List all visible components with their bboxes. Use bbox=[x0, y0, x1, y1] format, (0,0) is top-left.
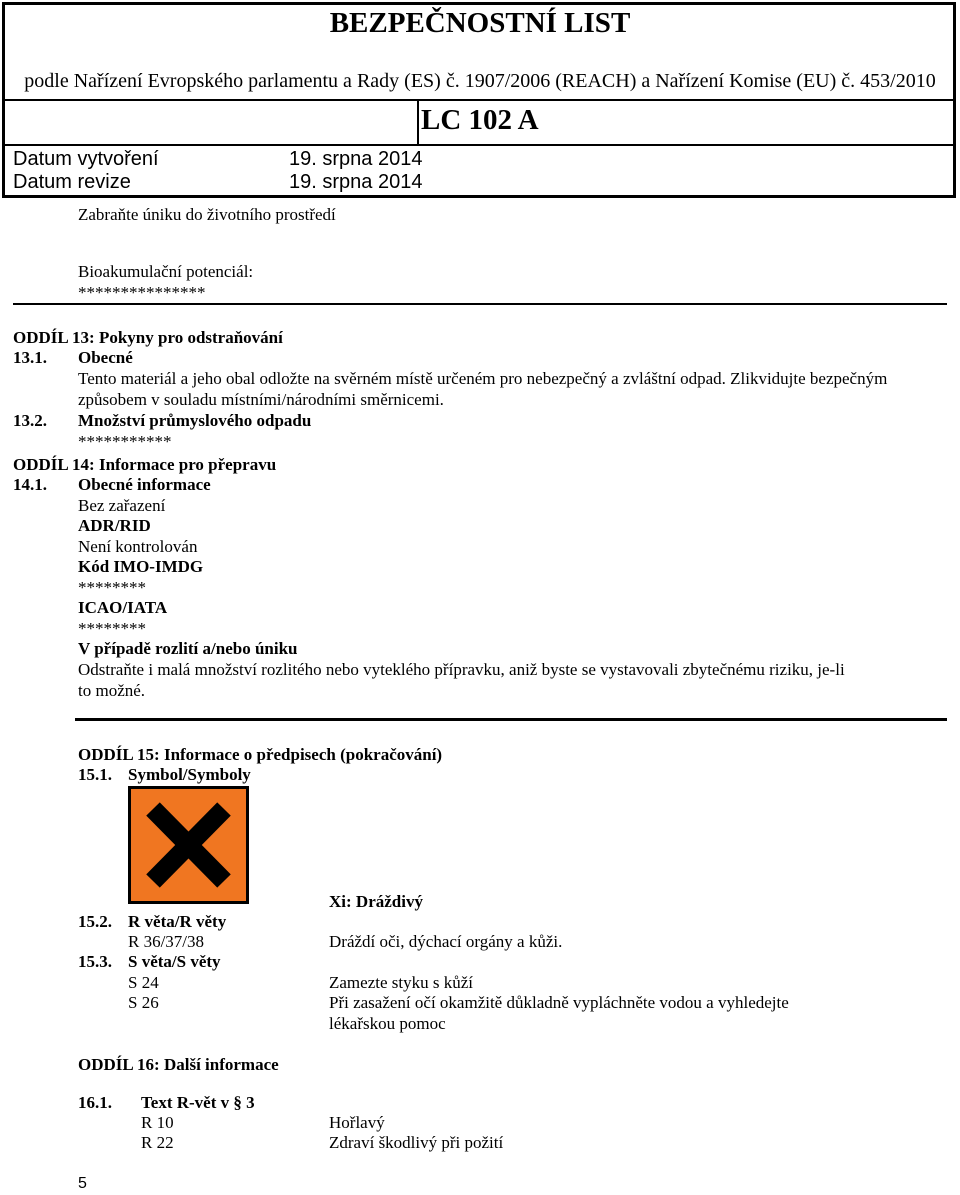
environment-note: Zabraňte úniku do životního prostředí bbox=[78, 205, 336, 224]
section-15-heading: ODDÍL 15: Informace o předpisech (pokračování) bbox=[78, 745, 443, 764]
subsection-number: 15.1. bbox=[78, 765, 112, 784]
r-phrase-code: R 36/37/38 bbox=[128, 932, 205, 951]
page-number: 5 bbox=[78, 1175, 87, 1192]
revision-date-value: 19. srpna 2014 bbox=[289, 171, 423, 193]
section-16-heading: ODDÍL 16: Další informace bbox=[78, 1055, 279, 1074]
subsection-title: R věta/R věty bbox=[128, 912, 227, 931]
s-phrase-text: lékařskou pomoc bbox=[329, 1014, 446, 1033]
r-phrase-code: R 10 bbox=[141, 1113, 174, 1132]
adr-label: ADR/RID bbox=[78, 516, 151, 535]
s-phrase-code: S 26 bbox=[128, 993, 159, 1012]
section-divider bbox=[13, 303, 947, 305]
icao-label: ICAO/IATA bbox=[78, 598, 168, 617]
r-phrase-code: R 22 bbox=[141, 1133, 174, 1152]
spill-label: V případě rozlití a/nebo úniku bbox=[78, 639, 298, 658]
document-title: BEZPEČNOSTNÍ LIST bbox=[329, 7, 631, 39]
irritant-x-icon bbox=[128, 786, 249, 904]
spill-text: Odstraňte i malá množství rozlitého nebo vyteklého přípravku, aniž byste se vystavovali zbytečnému riziku, je-li bbox=[78, 660, 845, 679]
subsection-number: 14.1. bbox=[13, 475, 47, 494]
disposal-text: způsobem v souladu místními/národními směrnicemi. bbox=[78, 390, 444, 409]
subsection-title: Obecné bbox=[78, 348, 133, 367]
section-13-heading: ODDÍL 13: Pokyny pro odstraňování bbox=[13, 328, 283, 347]
transport-classification: Bez zařazení bbox=[78, 496, 166, 515]
product-code: LC 102 A bbox=[421, 104, 539, 136]
subsection-number: 13.1. bbox=[13, 348, 47, 367]
s-phrase-text: Zamezte styku s kůží bbox=[329, 973, 473, 992]
subsection-title: Množství průmyslového odpadu bbox=[78, 411, 312, 430]
r-phrase-text: Dráždí oči, dýchací orgány a kůži. bbox=[329, 932, 563, 951]
header-divider bbox=[2, 99, 956, 101]
subsection-number: 13.2. bbox=[13, 411, 47, 430]
s-phrase-code: S 24 bbox=[128, 973, 159, 992]
header-divider bbox=[2, 144, 956, 146]
icao-value: ******** bbox=[78, 619, 146, 638]
subsection-title: Text R-vět v § 3 bbox=[141, 1093, 255, 1112]
spill-text: to možné. bbox=[78, 681, 146, 700]
subsection-title: Obecné informace bbox=[78, 475, 211, 494]
bioaccumulation-value: *************** bbox=[78, 283, 206, 302]
regulation-reference: podle Nařízení Evropského parlamentu a Rady (ES) č. 1907/2006 (REACH) a Nařízení Komise (EU) č. 453/2010 bbox=[24, 70, 936, 92]
revision-date-label: Datum revize bbox=[13, 171, 131, 193]
subsection-number: 15.3. bbox=[78, 952, 112, 971]
subsection-title: Symbol/Symboly bbox=[128, 765, 251, 784]
adr-value: Není kontrolován bbox=[78, 537, 198, 556]
subsection-number: 15.2. bbox=[78, 912, 112, 931]
symbol-label: Xi: Dráždivý bbox=[329, 892, 423, 911]
created-date-value: 19. srpna 2014 bbox=[289, 148, 423, 170]
r-phrase-text: Hořlavý bbox=[329, 1113, 385, 1132]
section-divider bbox=[75, 718, 947, 721]
r-phrase-text: Zdraví škodlivý při požití bbox=[329, 1133, 504, 1152]
header-vertical-divider bbox=[417, 99, 419, 146]
industrial-waste-value: *********** bbox=[78, 432, 172, 451]
subsection-title: S věta/S věty bbox=[128, 952, 221, 971]
imo-label: Kód IMO-IMDG bbox=[78, 557, 204, 576]
section-14-heading: ODDÍL 14: Informace pro přepravu bbox=[13, 455, 277, 474]
irritant-x-icon bbox=[131, 789, 246, 901]
bioaccumulation-label: Bioakumulační potenciál: bbox=[78, 262, 254, 281]
disposal-text: Tento materiál a jeho obal odložte na svěrném místě určeném pro nebezpečný a zvláštní odpad. Zlikvidujte bezpečným bbox=[78, 369, 888, 388]
imo-value: ******** bbox=[78, 578, 146, 597]
created-date-label: Datum vytvoření bbox=[13, 148, 159, 170]
s-phrase-text: Při zasažení očí okamžitě důkladně vypláchněte vodou a vyhledejte bbox=[329, 993, 789, 1012]
subsection-number: 16.1. bbox=[78, 1093, 112, 1112]
